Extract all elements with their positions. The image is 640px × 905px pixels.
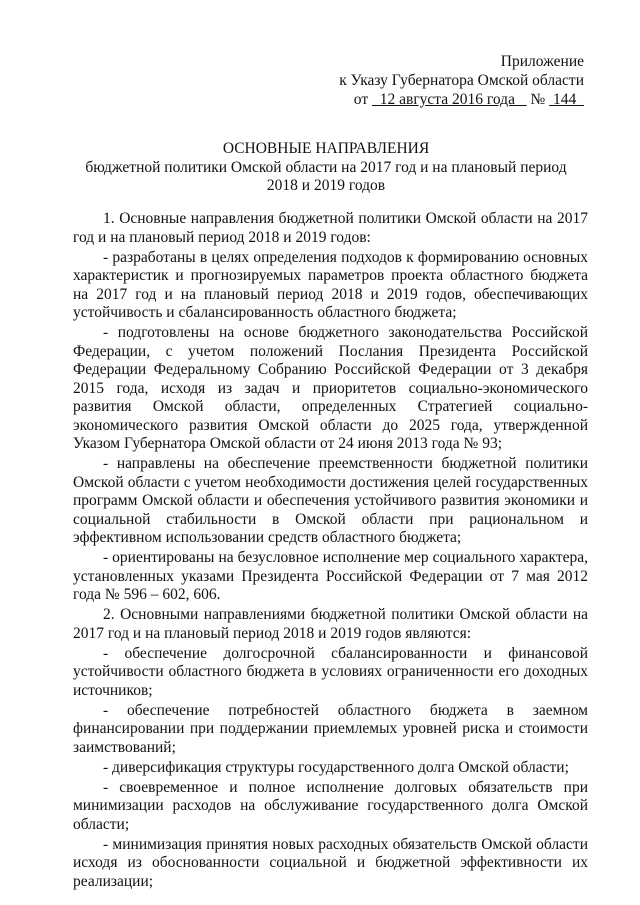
paragraph-5: - ориентированы на безусловное исполнение мер социального характера, установленных указами Президента Российской Федерации от 7 мая 2012 года № 596 – 602, 606.	[73, 549, 588, 603]
decree-reference: к Указу Губернатора Омской области	[339, 72, 584, 89]
decree-date: 12 августа 2016 года	[379, 91, 515, 108]
paragraph-8: - обеспечение потребностей областного бюджета в заемном финансировании при поддержании приемлемых уровней риска и стоимости заимствований;	[73, 701, 588, 756]
title-subtitle-line1: бюджетной политики Омской области на 2017 год и на плановый период	[85, 158, 567, 176]
date-prefix: от	[353, 91, 369, 108]
decree-number: 144	[553, 91, 577, 108]
decree-date-line	[284, 90, 584, 109]
paragraph-11: - минимизация принятия новых расходных обязательств Омской области исходя из обоснованности социальной и бюджетной эффективности их реализации;	[73, 835, 588, 890]
document-title	[68, 140, 584, 196]
paragraph-3: - подготовлены на основе бюджетного законодательства Российской Федерации, с учетом положений Послания Президента Российской Федерации Федеральному Собранию Российской Федерации от 3 декабря 2015 года, исходя из задач и приоритетов социально-экономического развития Омской области, определенных Стратегией социально-экономического развития Омской области до 2025 года, утвержденной Указом Губернатора Омской области от 24 июня 2013 года № 93;	[73, 324, 588, 452]
paragraph-1: 1. Основные направления бюджетной политики Омской области на 2017 год и на плановый период 2018 и 2019 годов:	[73, 210, 588, 246]
paragraph-2: - разработаны в целях определения подходов к формированию основных характеристик и прогнозируемых параметров проекта областного бюджета на 2017 год и на плановый период 2018 и 2019 годов, обеспечивающих устойчивость и сбалансированность областного бюджета;	[73, 248, 588, 321]
paragraph-7: - обеспечение долгосрочной сбалансированности и финансовой устойчивости областного бюджета в условиях ограниченности его доходных источников;	[73, 644, 588, 699]
number-label: №	[530, 91, 546, 108]
paragraph-4: - направлены на обеспечение преемственности бюджетной политики Омской области с учетом необходимости достижения целей государственных программ Омской области и обеспечения устойчивого развития экономики и социальной стабильности в Омской области при рациональном и эффективном использовании средств областного бюджета;	[73, 455, 588, 546]
appendix-header	[284, 52, 584, 109]
appendix-label: Приложение	[500, 53, 584, 70]
document-body	[73, 210, 588, 893]
title-main: ОСНОВНЫЕ НАПРАВЛЕНИЯ	[222, 140, 430, 157]
paragraph-10: - своевременное и полное исполнение долговых обязательств при минимизации расходов на обслуживание государственного долга Омской области;	[73, 778, 588, 833]
title-subtitle-line2: 2018 и 2019 годов	[266, 177, 386, 194]
paragraph-6: 2. Основными направлениями бюджетной политики Омской области на 2017 год и на плановый период 2018 и 2019 годов являются:	[73, 606, 588, 642]
paragraph-9: - диверсификация структуры государственного долга Омской области;	[103, 758, 569, 776]
